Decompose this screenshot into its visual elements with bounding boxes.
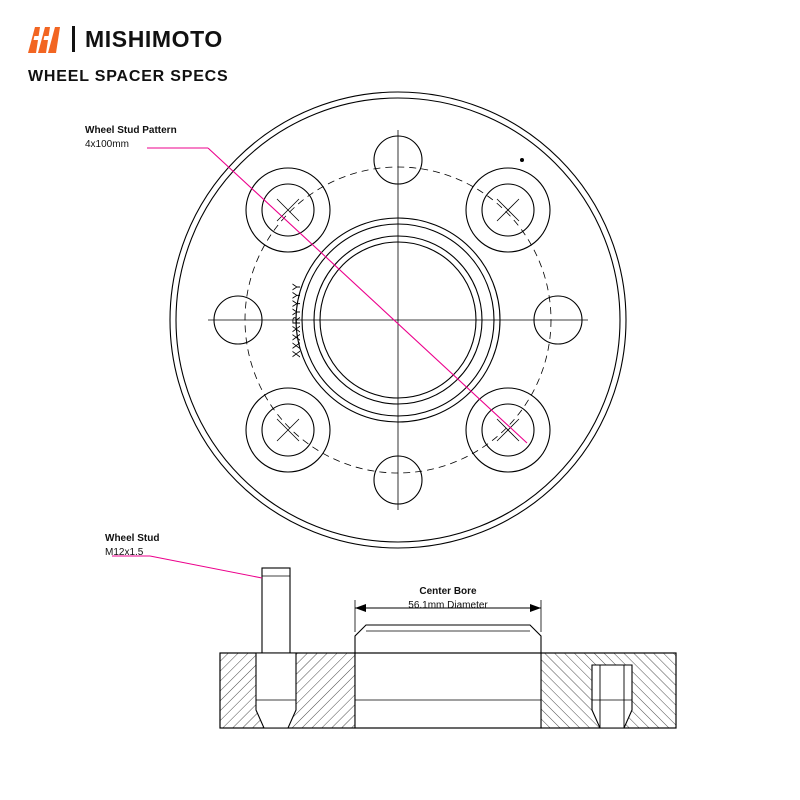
- callout-title: Wheel Stud: [105, 533, 160, 544]
- callout-wheel-stud-pattern: [85, 124, 177, 151]
- callout-center-bore: [353, 585, 543, 612]
- face-engraving-text: XXXXRYYYY: [291, 282, 303, 358]
- stud-hole: [466, 168, 550, 252]
- wheel-stud-leader: [112, 556, 262, 578]
- section-stud-seat-right: [592, 665, 632, 728]
- stud-hole: [466, 388, 550, 472]
- spacer-section-view: [112, 556, 676, 728]
- callout-value: 4x100mm: [85, 138, 129, 150]
- callout-title: Wheel Stud Pattern: [85, 125, 177, 136]
- section-center-boss: [355, 625, 541, 728]
- wheel-stud-post: [262, 568, 290, 666]
- page-title: WHEEL SPACER SPECS: [28, 68, 229, 85]
- callout-title: Center Bore: [419, 586, 477, 597]
- callout-value: 56.1mm Diameter: [408, 599, 488, 611]
- callout-value: M12x1.5: [105, 546, 144, 558]
- stud-hole: [246, 168, 330, 252]
- section-stud-seat-left: [256, 653, 296, 728]
- callout-wheel-stud: [105, 532, 159, 559]
- center-axis-lines: [208, 130, 588, 510]
- stud-hole: [246, 388, 330, 472]
- brand-name: MISHIMOTO: [85, 25, 223, 52]
- index-mark: [520, 158, 524, 162]
